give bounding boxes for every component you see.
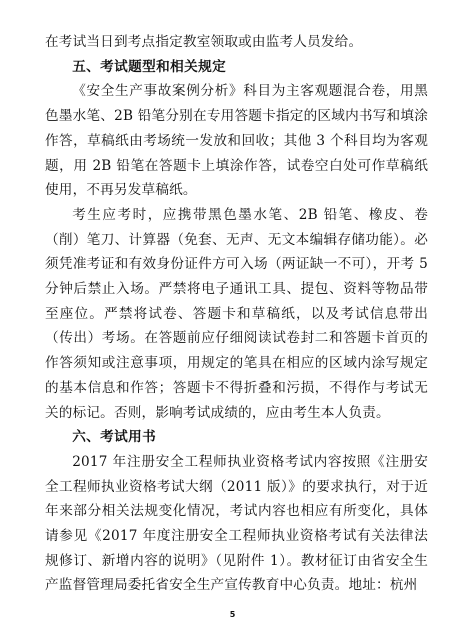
section-heading-exam-format: 五、考试题型和相关规定 bbox=[72, 58, 227, 75]
paragraph-question-types: 《安全生产事故案例分析》科目为主客观题混合卷，用黑色墨水笔、2B 铅笔分别在专用答题卡指定的区域内书写和填涂作答，草稿纸由考场统一发放和回收；其他 3 个科目均为客观题，用 2B 铅笔在答题卡上填涂作答，试卷空白处可作草稿纸使用，不再另发草稿纸。 bbox=[45, 83, 428, 199]
section-heading-exam-books: 六、考试用书 bbox=[72, 429, 157, 446]
paragraph-exam-books: 2017 年注册安全工程师执业资格考试内容按照《注册安全工程师执业资格考试大纲（2011 版）》的要求执行，对于近年来部分相关法规变化情况，考试内容也相应有所变化，具体请参见《2017 年度注册安全工程师执业资格考试有关法律法规修订、新增内容的说明》（见附件 1）。教材征订由省安全生产监督管理局委托省安全生产宣传教育中心负责。地址：杭州 bbox=[45, 453, 428, 594]
page-number: 5 bbox=[229, 610, 236, 619]
document-body bbox=[45, 30, 428, 598]
paragraph-continuation: 在考试当日到考点指定教室领取或由监考人员发给。 bbox=[45, 34, 363, 50]
paragraph-exam-rules: 考生应考时，应携带黑色墨水笔、2B 铅笔、橡皮、卷（削）笔刀、计算器（免套、无声、无文本编辑存储功能）。必须凭准考证和有效身份证件方可入场（两证缺一不可），开考 5 分钟后禁止入场。严禁将电子通讯工具、提包、资料等物品带至座位。严禁将试卷、答题卡和草稿纸，以及考试信息带出（传出）考场。在答题前应仔细阅读试卷封二和答题卡首页的作答须知或注意事项，用规定的笔具在相应的区域内涂写规定的基本信息和作答；答题卡不得折叠和污损，不得作与考试无关的标记。否则，影响考试成绩的，应由考生本人负责。 bbox=[45, 206, 428, 421]
